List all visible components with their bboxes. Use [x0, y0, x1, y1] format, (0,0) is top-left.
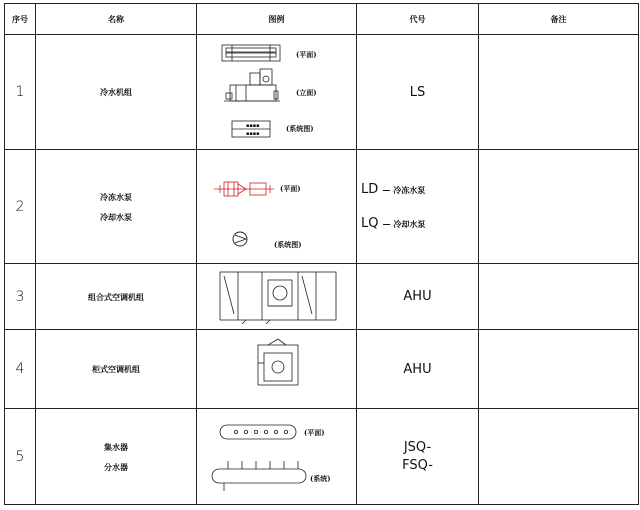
row-index: 3	[5, 264, 36, 330]
name-line: 分水器	[104, 461, 128, 472]
header-code: 代号	[357, 4, 479, 35]
table-row	[5, 409, 639, 505]
legend-label: (平面)	[279, 183, 301, 193]
legend-label: (系统图)	[273, 239, 302, 249]
row-legend	[197, 264, 357, 330]
pump-system-icon	[233, 232, 247, 246]
ahu-symbol	[202, 266, 352, 328]
name-line: 冷却水泵	[100, 211, 132, 222]
row-name	[36, 264, 197, 330]
row-remark	[479, 264, 639, 330]
row-index: 1	[5, 35, 36, 150]
svg-text:▪▪▪▪: ▪▪▪▪	[245, 123, 260, 129]
chiller-symbol	[202, 37, 352, 147]
row-index: 2	[5, 150, 36, 264]
pump-symbol	[202, 153, 352, 261]
row-code	[357, 409, 479, 505]
row-code: AHU	[357, 330, 479, 409]
table-row	[5, 264, 639, 330]
code-value: LD	[361, 181, 379, 197]
name-line: 组合式空调机组	[88, 291, 144, 302]
header-index: 序号	[5, 4, 36, 35]
table-row	[5, 330, 639, 409]
row-name	[36, 409, 197, 505]
row-code	[357, 150, 479, 264]
header-row	[5, 4, 639, 35]
row-code: AHU	[357, 264, 479, 330]
row-legend	[197, 150, 357, 264]
header-remark: 备注	[479, 4, 639, 35]
legend-label: (系统)	[309, 473, 331, 483]
row-index: 4	[5, 330, 36, 409]
legend-label: (立面)	[295, 88, 317, 97]
row-name	[36, 330, 197, 409]
code-note: — 冷冻水泵	[382, 184, 426, 195]
cabinet-ahu-symbol	[202, 333, 352, 405]
table-row	[5, 35, 639, 150]
legend-label: (平面)	[303, 427, 325, 437]
row-remark	[479, 150, 639, 264]
legend-label: (平面)	[295, 50, 317, 59]
pump-plan-icon	[214, 182, 274, 196]
water-header-symbol	[202, 411, 352, 503]
name-line: 冷水机组	[100, 87, 132, 97]
row-name	[36, 150, 197, 264]
code-note: — 冷却水泵	[382, 218, 426, 229]
row-code: LS	[357, 35, 479, 150]
table-row	[5, 150, 639, 264]
row-legend	[197, 35, 357, 150]
code-value: LQ	[361, 215, 379, 231]
name-line: 冷冻水泵	[100, 191, 132, 202]
row-legend	[197, 409, 357, 505]
row-legend	[197, 330, 357, 409]
hvac-legend-table	[4, 3, 639, 505]
svg-text:▪▪▪▪: ▪▪▪▪	[245, 131, 260, 137]
header-name: 名称	[36, 4, 197, 35]
legend-label: (系统图)	[285, 124, 314, 133]
header-legend: 图例	[197, 4, 357, 35]
code-value: FSQ-	[402, 457, 433, 473]
code-value: JSQ-	[403, 439, 432, 455]
row-name	[36, 35, 197, 150]
row-remark	[479, 409, 639, 505]
row-remark	[479, 330, 639, 409]
name-line: 柜式空调机组	[92, 364, 140, 374]
name-line: 集水器	[104, 441, 128, 452]
row-index: 5	[5, 409, 36, 505]
row-remark	[479, 35, 639, 150]
